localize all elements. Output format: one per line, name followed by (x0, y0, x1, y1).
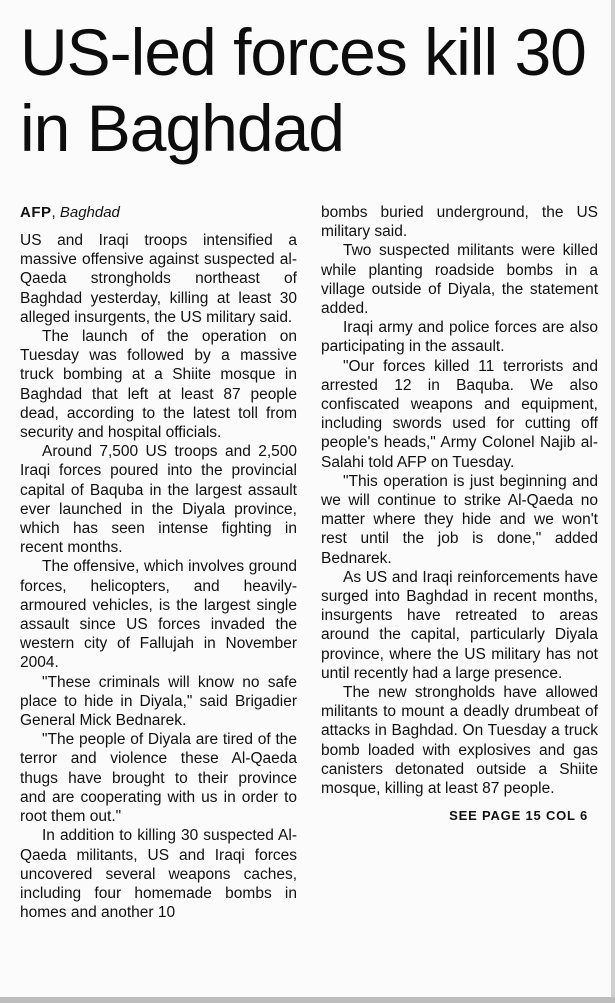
dateline-separator: , (51, 204, 56, 221)
paragraph: "The people of Diyala are tired of the terror and violence these Al-Qaeda thugs have brought to their province and are cooperating with us in order to root them out." (20, 731, 297, 826)
paragraph: The launch of the operation on Tuesday was followed by a massive truck bombing at a Shiite mosque in Baghdad that left at least 87 people dead, according to the latest toll from security and hospital officials. (20, 328, 297, 442)
paragraph: Iraqi army and police forces are also participating in the assault. (321, 319, 598, 356)
paragraph: "Our forces killed 11 terrorists and arrested 12 in Baquba. We also confiscated weapons and equipment, including swords used for cutting off people's heads," Army Colonel Najib al-Salahi told AFP on Tuesday. (321, 357, 598, 471)
paragraph: bombs buried underground, the US military said. (321, 204, 598, 241)
paragraph: As US and Iraqi reinforcements have surged into Baghdad in recent months, insurgents have retreated to areas around the capital, particularly Diyala province, where the US military has not until recently had a large presence. (321, 568, 598, 682)
article-column-2 (321, 203, 598, 826)
page-edge-bottom (0, 997, 615, 1003)
paragraph: The new strongholds have allowed militants to mount a deadly drumbeat of attacks in Baghdad. On Tuesday a truck bomb loaded with explosives and gas canisters detonated outside a Shiite mosque, killing at least 87 people. (321, 684, 598, 798)
paragraph: The offensive, which involves ground forces, helicopters, and heavily-armoured vehicles, is the largest single assault since US forces invaded the western city of Fallujah in November 2004. (20, 558, 297, 672)
paragraph: Two suspected militants were killed while planting roadside bombs in a village outside of Diyala, the statement added. (321, 242, 598, 318)
continuation-reference: SEE PAGE 15 COL 6 (449, 808, 588, 824)
article-column-1 (20, 203, 297, 922)
dateline-place: Baghdad (59, 204, 120, 221)
paragraph: In addition to killing 30 suspected Al-Qaeda militants, US and Iraqi forces uncovered several weapons caches, including four homemade bombs in homes and another 10 (20, 827, 297, 922)
paragraph: "This operation is just beginning and we will continue to strike Al-Qaeda no matter where they hide and we won't rest until the job is done," added Bednarek. (321, 472, 598, 567)
paragraph: Around 7,500 US troops and 2,500 Iraqi forces poured into the provincial capital of Baquba in the largest assault ever launched in the Diyala province, which has seen intense fighting in recent months. (20, 443, 297, 557)
headline: US-led forces kill 30 in Baghdad (20, 15, 586, 165)
paragraph: US and Iraqi troops intensified a massive offensive against suspected al-Qaeda strongholds northeast of Baghdad yesterday, killing at least 30 alleged insurgents, the US military said. (20, 232, 297, 326)
paragraph: "These criminals will know no safe place to hide in Diyala," said Brigadier General Mick Bednarek. (20, 673, 297, 730)
dateline (20, 203, 297, 223)
dateline-agency: AFP (20, 204, 52, 221)
page-edge-right (611, 0, 615, 1003)
